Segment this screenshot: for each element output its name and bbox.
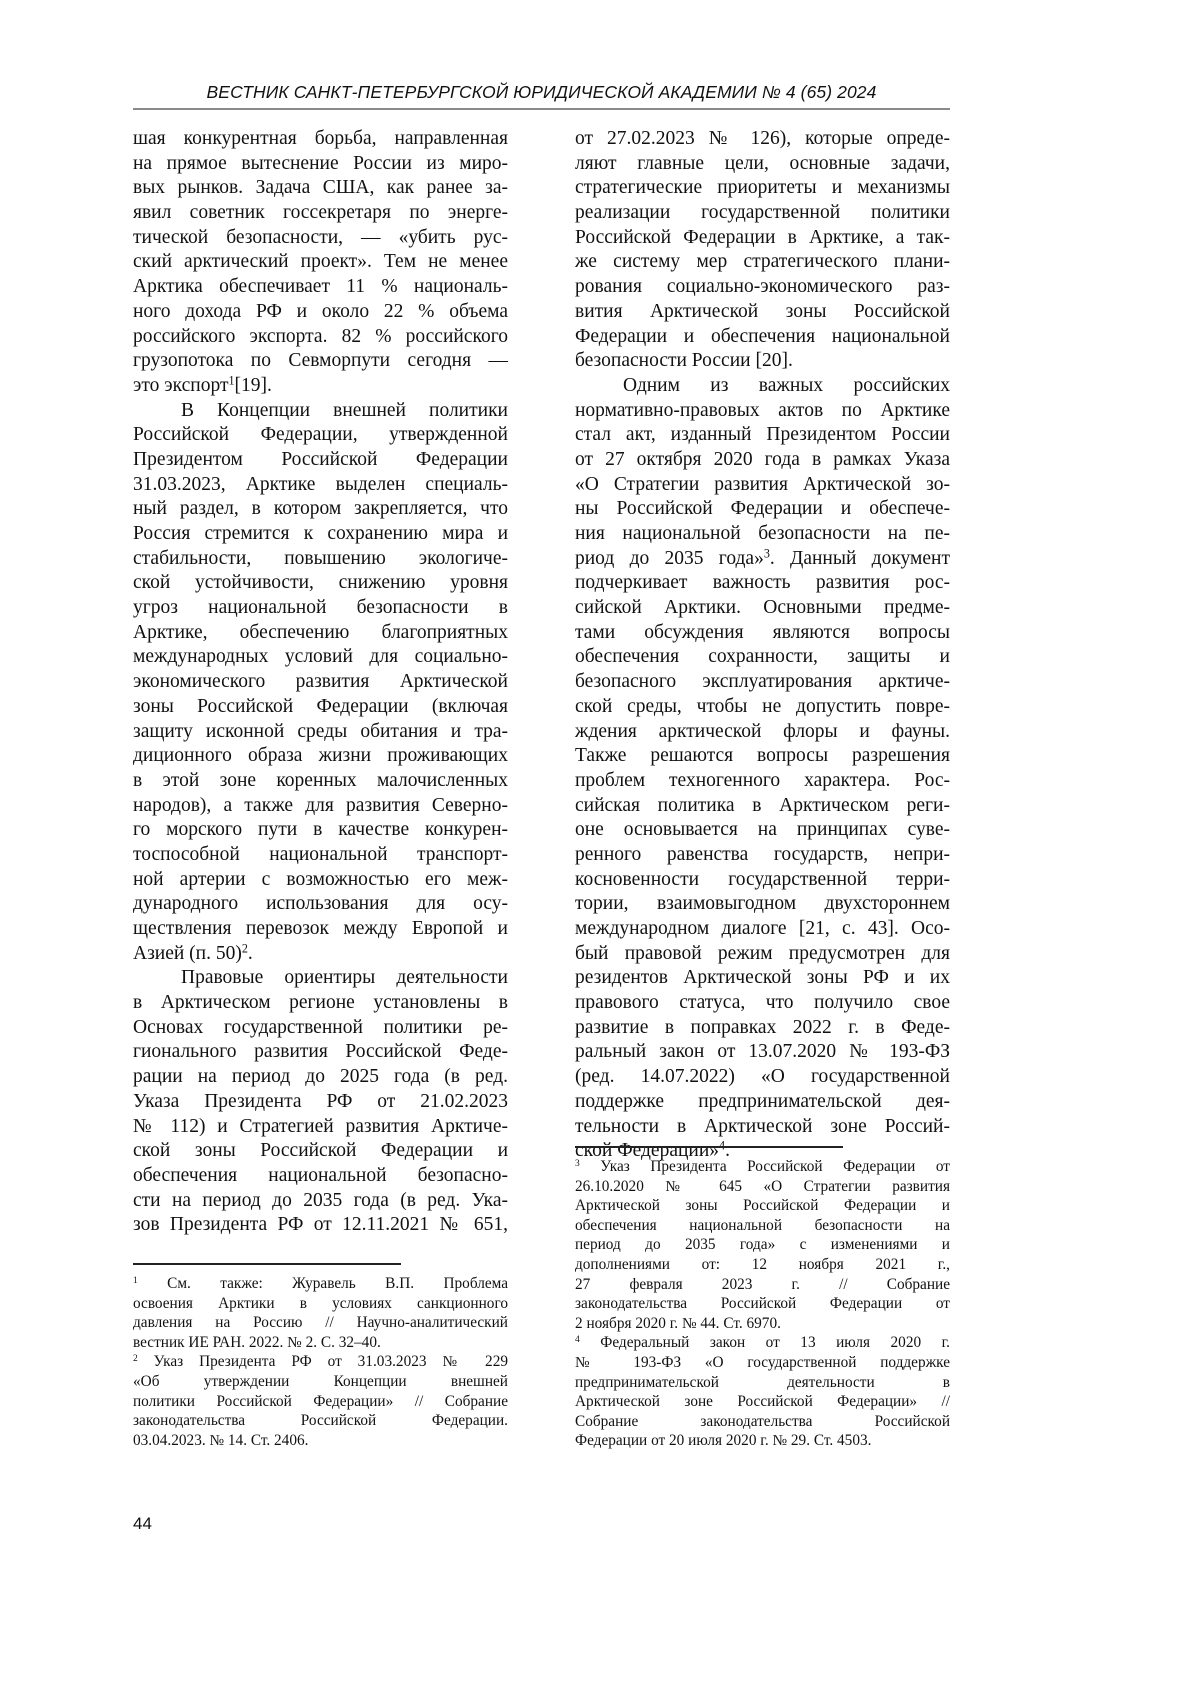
- text-line: [133, 1016, 508, 1041]
- text-line: [575, 522, 950, 547]
- line-text: Азией (п. 50): [133, 943, 242, 964]
- line-text: обеспечения национальной безопасности на: [575, 1217, 950, 1234]
- line-text: стабильности, повышению экологиче-: [133, 548, 508, 569]
- line-text: подчеркивает важность развития рос-: [575, 572, 950, 593]
- text-line: [133, 473, 508, 498]
- text-line: [575, 300, 950, 325]
- text-line: [133, 1040, 508, 1065]
- line-text: № 193-ФЗ «О государственной поддержке: [575, 1354, 950, 1371]
- right-footnotes: [575, 1157, 950, 1451]
- text-line: [133, 547, 508, 572]
- text-line: [575, 1235, 950, 1255]
- text-line: [133, 1431, 508, 1451]
- text-line: [575, 621, 950, 646]
- text-line: [575, 423, 950, 448]
- text-line: [575, 818, 950, 843]
- line-text: Федерации от 20 июля 2020 г. № 29. Ст. 4503.: [575, 1432, 871, 1449]
- text-line: [575, 1373, 950, 1393]
- line-text: 03.04.2023. № 14. Ст. 2406.: [133, 1432, 308, 1449]
- text-line: [133, 1333, 508, 1353]
- text-line: [575, 892, 950, 917]
- line-text: международном диалоге [21, с. 43]. Осо-: [575, 918, 950, 939]
- text-line: [575, 1115, 950, 1140]
- text-line: [133, 942, 508, 967]
- text-line: [575, 1392, 950, 1412]
- text-line: [575, 1177, 950, 1197]
- text-line: [133, 349, 508, 374]
- text-line: [575, 917, 950, 942]
- text-line: [575, 547, 950, 572]
- line-text: политики Российской Федерации» // Собрание: [133, 1393, 508, 1410]
- text-line: [133, 596, 508, 621]
- line-text: на прямое вытеснение России из миро-: [133, 153, 508, 174]
- line-text: Российской Федерации, утвержденной: [133, 424, 508, 445]
- line-text: сти на период до 2035 года (в ред. Ука-: [133, 1190, 508, 1211]
- text-line: [133, 1164, 508, 1189]
- text-line: [575, 1333, 950, 1353]
- text-line: [133, 275, 508, 300]
- line-text: проблем техногенного характера. Рос-: [575, 770, 950, 791]
- line-text: вития Арктической зоны Российской: [575, 301, 950, 322]
- line-text: (ред. 14.07.2022) «О государственной: [575, 1066, 950, 1087]
- text-line: [575, 794, 950, 819]
- text-line: [575, 645, 950, 670]
- text-line: [133, 868, 508, 893]
- line-text: Российской Федерации в Арктике, а так-: [575, 227, 950, 248]
- line-text: шая конкурентная борьба, направленная: [133, 128, 508, 149]
- line-text: вестник ИЕ РАН. 2022. № 2. С. 32–40.: [133, 1334, 381, 1351]
- footnote-reference[interactable]: 2: [242, 941, 248, 955]
- line-text: ный раздел, в котором закрепляется, что: [133, 498, 508, 519]
- text-line: [133, 1411, 508, 1431]
- line-text: В Концепции внешней политики: [181, 400, 508, 421]
- text-line: [575, 942, 950, 967]
- text-line: [575, 571, 950, 596]
- line-text: ренного равенства государств, непри-: [575, 844, 950, 865]
- text-line: [575, 349, 950, 374]
- text-line: [133, 127, 508, 152]
- line-text: вых рынков. Задача США, как ранее за-: [133, 177, 508, 198]
- text-line: [133, 1372, 508, 1392]
- line-text: ной артерии с возможностью его меж-: [133, 869, 508, 890]
- text-line: [133, 769, 508, 794]
- text-line: [575, 1090, 950, 1115]
- line-text: ральный закон от 13.07.2020 № 193-ФЗ: [575, 1041, 950, 1062]
- line-text: тами обсуждения являются вопросы: [575, 622, 950, 643]
- text-line: [575, 1065, 950, 1090]
- line-text: Арктике, обеспечению благоприятных: [133, 622, 508, 643]
- line-text: ской зоны Российской Федерации и: [133, 1140, 508, 1161]
- line-text: риод до 2035 года»: [575, 548, 764, 569]
- footnote-reference[interactable]: 1: [228, 373, 234, 387]
- page-number: 44: [133, 1514, 152, 1534]
- line-text: период до 2035 года» с изменениями и: [575, 1236, 950, 1253]
- text-line: [575, 152, 950, 177]
- footnote-reference[interactable]: 3: [764, 546, 770, 560]
- text-line: [575, 1412, 950, 1432]
- text-line: [133, 621, 508, 646]
- line-text: 26.10.2020 № 645 «О Стратегии развития: [575, 1178, 950, 1195]
- text-line: [133, 1213, 508, 1238]
- text-line: [133, 522, 508, 547]
- line-text: Россия стремится к сохранению мира и: [133, 523, 508, 544]
- text-line: [133, 448, 508, 473]
- text-line: [133, 399, 508, 424]
- line-text: предпринимательской деятельности в: [575, 1374, 950, 1391]
- text-line: [133, 645, 508, 670]
- text-line: [575, 744, 950, 769]
- line-text: Арктика обеспечивает 11 % националь-: [133, 276, 508, 297]
- header-rule: [133, 108, 950, 110]
- text-line: [133, 991, 508, 1016]
- line-text: ской устойчивости, снижению уровня: [133, 572, 508, 593]
- line-text: Основах государственной политики ре-: [133, 1017, 508, 1038]
- line-text: безопасности России [20].: [575, 350, 793, 371]
- text-line: [575, 250, 950, 275]
- text-line: [575, 325, 950, 350]
- text-line: [133, 1294, 508, 1314]
- line-text: правового статуса, что получило свое: [575, 992, 950, 1013]
- line-text: это экспорт: [133, 375, 228, 396]
- text-line: [575, 991, 950, 1016]
- line-text: дународного использования для осу-: [133, 893, 508, 914]
- footnote-marker: 4: [575, 1335, 580, 1345]
- line-text: явил советник госсекретаря по энерге-: [133, 202, 508, 223]
- text-line: [133, 374, 508, 399]
- line-text: законодательства Российской Федерации от: [575, 1295, 950, 1312]
- line-text: косновенности государственной терри-: [575, 869, 950, 890]
- text-line: [133, 201, 508, 226]
- line-text: бый правовой режим предусмотрен для: [575, 943, 950, 964]
- line-text: безопасного эксплуатирования арктиче-: [575, 671, 950, 692]
- line-text: 31.03.2023, Арктике выделен специаль-: [133, 474, 508, 495]
- line-text: Арктической зоны Российской Федерации и: [575, 1197, 950, 1214]
- line-text: же систему мер стратегического плани-: [575, 251, 950, 272]
- line-text: Собрание законодательства Российской: [575, 1413, 950, 1430]
- line-text: Федеральный закон от 13 июля 2020 г.: [600, 1334, 950, 1351]
- text-line: [575, 1353, 950, 1373]
- text-line: [133, 966, 508, 991]
- line-text: ской среды, чтобы не допустить повре-: [575, 696, 950, 717]
- text-line: [133, 1189, 508, 1214]
- text-line: [133, 1352, 508, 1372]
- text-line: [575, 695, 950, 720]
- line-text: Президентом Российской Федерации: [133, 449, 508, 470]
- line-text: сийской Арктики. Основными предме-: [575, 597, 950, 618]
- line-text: рования социально-экономического раз-: [575, 276, 950, 297]
- line-text: «Об утверждении Концепции внешней: [133, 1373, 508, 1390]
- line-text: нормативно-правовых актов по Арктике: [575, 400, 950, 421]
- line-text: от 27.02.2023 № 126), которые опреде-: [575, 128, 950, 149]
- text-line: [575, 127, 950, 152]
- line-text: угроз национальной безопасности в: [133, 597, 508, 618]
- text-line: [575, 1294, 950, 1314]
- text-line: [575, 1157, 950, 1177]
- line-text: См. также: Журавель В.П. Проблема: [167, 1275, 508, 1292]
- text-line: [575, 1040, 950, 1065]
- text-line: [133, 325, 508, 350]
- text-line: [133, 720, 508, 745]
- line-text: тории, взаимовыгодном двухстороннем: [575, 893, 950, 914]
- text-line: [133, 1274, 508, 1294]
- text-line: [133, 892, 508, 917]
- line-text: резидентов Арктической зоны РФ и их: [575, 967, 950, 988]
- line-text: Правовые ориентиры деятельности: [181, 967, 508, 988]
- text-line: [575, 1016, 950, 1041]
- line-text: стратегические приоритеты и механизмы: [575, 177, 950, 198]
- line-text: защиту исконной среды обитания и тра-: [133, 721, 508, 742]
- text-line: [575, 176, 950, 201]
- text-line: [575, 1216, 950, 1236]
- line-text: ждения арктической флоры и фауны.: [575, 721, 950, 742]
- text-line: [575, 399, 950, 424]
- line-text: ляют главные цели, основные задачи,: [575, 153, 950, 174]
- line-text: зоны Российской Федерации (включая: [133, 696, 508, 717]
- text-line: [575, 670, 950, 695]
- line-text: оне основывается на принципах суве-: [575, 819, 950, 840]
- line-text: ния национальной безопасности на пе-: [575, 523, 950, 544]
- line-text: рации на период до 2025 года (в ред.: [133, 1066, 508, 1087]
- text-line: [575, 1255, 950, 1275]
- text-line: [133, 571, 508, 596]
- line-text: международных условий для социально-: [133, 646, 508, 667]
- text-line: [575, 374, 950, 399]
- text-line: [133, 1313, 508, 1333]
- line-text: народов), а также для развития Северно-: [133, 795, 508, 816]
- line-text: ществления перевозок между Европой и: [133, 918, 508, 939]
- footnote-marker: 1: [133, 1276, 138, 1286]
- line-text: ской Федерации»: [575, 1140, 719, 1161]
- text-line: [133, 152, 508, 177]
- line-text: ский арктический проект». Тем не менее: [133, 251, 508, 272]
- line-text: российского экспорта. 82 % российского: [133, 326, 508, 347]
- line-text: грузопотока по Севморпути сегодня —: [133, 350, 508, 371]
- text-line: [133, 497, 508, 522]
- line-text: «О Стратегии развития Арктической зо-: [575, 474, 950, 495]
- text-line: [133, 1065, 508, 1090]
- line-text: диционного образа жизни проживающих: [133, 745, 508, 766]
- line-text: Указ Президента РФ от 31.03.2023 № 229: [154, 1353, 508, 1370]
- line-text: обеспечения национальной безопасно-: [133, 1165, 508, 1186]
- line-text: законодательства Российской Федерации.: [133, 1412, 508, 1429]
- text-line: [575, 868, 950, 893]
- line-text: обеспечения сохранности, защиты и: [575, 646, 950, 667]
- text-line: [133, 917, 508, 942]
- line-text: ны Российской Федерации и обеспече-: [575, 498, 950, 519]
- text-line: [575, 1431, 950, 1451]
- line-text: зов Президента РФ от 12.11.2021 № 651,: [133, 1214, 508, 1235]
- text-line: [575, 966, 950, 991]
- line-text: Указа Президента РФ от 21.02.2023: [133, 1091, 508, 1112]
- line-text: го морского пути в качестве конкурен-: [133, 819, 508, 840]
- left-footnotes: [133, 1274, 508, 1450]
- text-line: [133, 1139, 508, 1164]
- line-text: тоспособной национальной транспорт-: [133, 844, 508, 865]
- text-line: [133, 423, 508, 448]
- line-text: в этой зоне коренных малочисленных: [133, 770, 508, 791]
- text-line: [133, 843, 508, 868]
- line-text: тельности в Арктической зоне Россий-: [575, 1116, 950, 1137]
- text-line: [133, 1090, 508, 1115]
- line-text: Указ Президента Российской Федерации от: [600, 1158, 950, 1175]
- text-line: [575, 1275, 950, 1295]
- line-text: давления на Россию // Научно-аналитический: [133, 1314, 508, 1331]
- text-line: [133, 250, 508, 275]
- footnote-separator-left: [133, 1263, 401, 1265]
- line-text: 27 февраля 2023 г. // Собрание: [575, 1276, 950, 1293]
- line-text-after-reference: [19].: [235, 375, 272, 396]
- line-text: Федерации и обеспечения национальной: [575, 326, 950, 347]
- text-line: [575, 473, 950, 498]
- text-line: [575, 769, 950, 794]
- footnote-separator-right: [575, 1146, 843, 1148]
- line-text: в Арктическом регионе установлены в: [133, 992, 508, 1013]
- line-text-after-reference: . Данный документ: [770, 548, 950, 569]
- right-column-text: [575, 127, 950, 1164]
- line-text: стал акт, изданный Президентом России: [575, 424, 950, 445]
- text-line: [575, 201, 950, 226]
- line-text: Также решаются вопросы разрешения: [575, 745, 950, 766]
- text-line: [133, 226, 508, 251]
- line-text: гионального развития Российской Феде-: [133, 1041, 508, 1062]
- text-line: [133, 300, 508, 325]
- text-line: [575, 226, 950, 251]
- line-text-after-reference: .: [725, 1140, 730, 1161]
- line-text: тической безопасности, — «убить рус-: [133, 227, 508, 248]
- text-line: [133, 670, 508, 695]
- line-text: Одним из важных российских: [623, 375, 950, 396]
- line-text: дополнениями от: 12 ноября 2021 г.,: [575, 1256, 950, 1273]
- text-line: [575, 1314, 950, 1334]
- text-line: [133, 1115, 508, 1140]
- text-line: [133, 695, 508, 720]
- text-line: [575, 448, 950, 473]
- text-line: [133, 1392, 508, 1412]
- footnote-marker: 2: [133, 1354, 138, 1364]
- line-text: освоения Арктики в условиях санкционного: [133, 1295, 508, 1312]
- line-text: реализации государственной политики: [575, 202, 950, 223]
- left-column-text: [133, 127, 508, 1238]
- journal-running-header: ВЕСТНИК САНКТ-ПЕТЕРБУРГСКОЙ ЮРИДИЧЕСКОЙ АКАДЕМИИ № 4 (65) 2024: [133, 82, 950, 103]
- line-text: развитие в поправках 2022 г. в Феде-: [575, 1017, 950, 1038]
- text-line: [133, 794, 508, 819]
- text-line: [575, 497, 950, 522]
- line-text: Арктической зоне Российской Федерации» //: [575, 1393, 950, 1410]
- text-line: [133, 744, 508, 769]
- line-text: поддержке предпринимательской дея-: [575, 1091, 950, 1112]
- text-line: [575, 843, 950, 868]
- text-line: [133, 176, 508, 201]
- line-text-after-reference: .: [248, 943, 253, 964]
- text-line: [575, 1196, 950, 1216]
- line-text: № 112) и Стратегией развития Арктиче-: [133, 1116, 508, 1137]
- line-text: 2 ноября 2020 г. № 44. Ст. 6970.: [575, 1315, 781, 1332]
- line-text: сийская политика в Арктическом реги-: [575, 795, 950, 816]
- text-line: [133, 818, 508, 843]
- line-text: ного дохода РФ и около 22 % объема: [133, 301, 508, 322]
- footnote-marker: 3: [575, 1159, 580, 1169]
- text-line: [575, 596, 950, 621]
- line-text: экономического развития Арктической: [133, 671, 508, 692]
- line-text: от 27 октября 2020 года в рамках Указа: [575, 449, 950, 470]
- text-line: [575, 275, 950, 300]
- text-line: [575, 720, 950, 745]
